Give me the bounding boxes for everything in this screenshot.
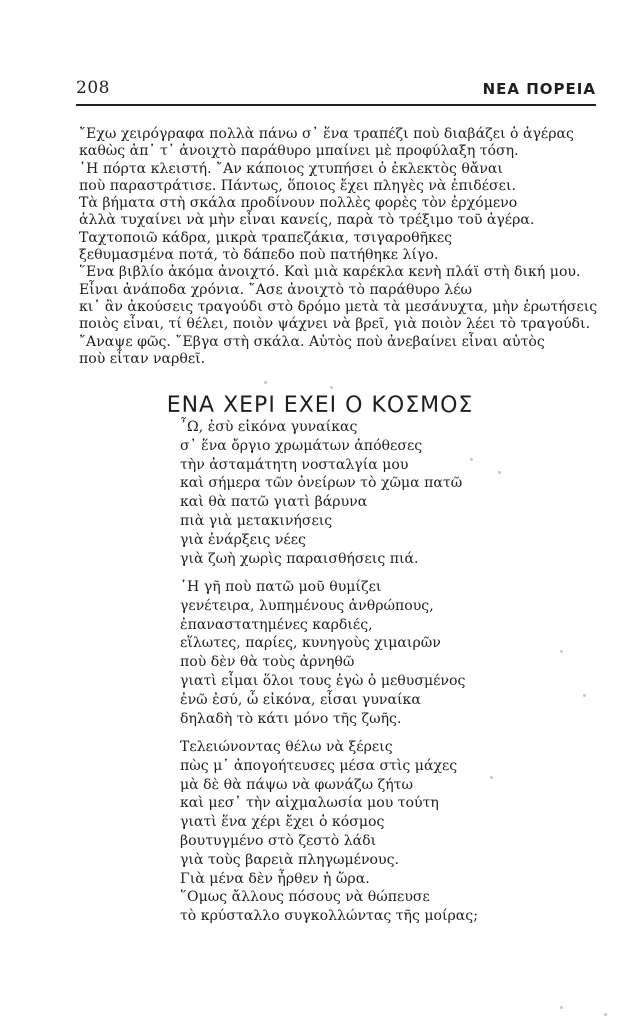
poem-line: ἐνῶ ἐσύ, ὦ εἰκόνα, εἶσαι γυναίκα xyxy=(180,691,421,708)
poem-line: εἵλωτες, παρίες, κυνηγοὺς χιμαιρῶν xyxy=(180,635,441,652)
poem-line: γιὰ ἐνάρξεις νέες xyxy=(180,531,306,548)
paper-speck xyxy=(583,694,586,697)
prose-line: ξεθυμασμένα ποτά, τὸ δάπεδο ποὺ πατήθηκε λίγο. xyxy=(79,247,439,264)
prose-line: ῾Η πόρτα κλειστή. ῎Αν κάποιος χτυπήσει ὁ ἐκλεκτὸς θἄναι xyxy=(79,160,503,177)
poem-line: ῞Ομως ἄλλους πόσους νὰ θώπευσε xyxy=(180,889,430,906)
poem-line: ῏Ω, ἐσὺ εἰκόνα γυναίκας xyxy=(180,419,358,435)
paper-speck xyxy=(330,386,333,389)
prose-line: Τὰ βήματα στὴ σκάλα προδίνουν πολλὲς φορὲς τὸν ἐρχόμενο xyxy=(79,195,518,212)
prose-line: ποὺ παραστράτισε. Πάντως, ὅποιος ἔχει πληγὲς νὰ ἐπιδέσει. xyxy=(79,177,516,194)
prose-line: ῎Εχω χειρόγραφα πολλὰ πάνω σ᾽ ἕνα τραπέζι ποὺ διαβάζει ὁ ἀγέρας xyxy=(79,126,574,142)
prose-line: ῎Αναψε φῶς. ῎Εβγα στὴ σκάλα. Αὐτὸς ποὺ ἀνεβαίνει εἶναι αὐτὸς xyxy=(79,333,545,350)
prose-line: καθὼς ἀπ᾽ τ᾽ ἀνοιχτὸ παράθυρο μπαίνει μὲ προφύλαξη τόση. xyxy=(79,143,519,160)
poem-stanza xyxy=(180,578,600,728)
poem-line: γιατὶ ἕνα χέρι ἔχει ὁ κόσμος xyxy=(180,814,385,831)
poem-line: γιατὶ εἶμαι ὅλοι τους ἐγὼ ὁ μεθυσμένος xyxy=(180,672,466,689)
prose-line: ποιὸς εἶναι, τί θέλει, ποιὸν ψάχνει νὰ βρεῖ, γιὰ ποιὸν λέει τὸ τραγούδι. xyxy=(79,316,591,333)
paper-speck xyxy=(560,1006,563,1009)
paper-speck xyxy=(470,458,473,461)
poem-line: τὸ κρύσταλλο συγκολλώντας τῆς μοίρας; xyxy=(180,908,478,925)
poem-line: Γιὰ μένα δὲν ἦρθεν ἡ ὥρα. xyxy=(180,870,370,887)
poem-line: καὶ θὰ πατῶ γιατὶ βάρυνα xyxy=(180,494,368,511)
poem-stanza xyxy=(180,418,600,568)
poem-line: σ᾽ ἕνα ὄργιο χρωμάτων ἀπόθεσες xyxy=(180,437,423,454)
poem-line: πὼς μ᾽ ἀπογοήτευσες μέσα στὶς μάχες xyxy=(180,757,458,774)
paper-speck xyxy=(560,650,563,653)
poem-line: ἐπαναστατημένες καρδιές, xyxy=(180,616,373,633)
page-number: 208 xyxy=(76,78,110,98)
poem-stanza xyxy=(180,738,600,926)
prose-passage xyxy=(79,126,599,368)
poem-line: γιὰ ζωὴ χωρὶς παραισθήσεις πιά. xyxy=(180,550,419,567)
prose-line: ῞Ενα βιβλίο ἀκόμα ἀνοιχτό. Καὶ μιὰ καρέκλα κενὴ πλάϊ στὴ δική μου. xyxy=(79,264,581,281)
poem-title: ΕΝΑ ΧΕΡΙ ΕΧΕΙ Ο ΚΟΣΜΟΣ xyxy=(166,393,474,418)
poem-line: ποὺ δὲν θὰ τοὺς ἀρνηθῶ xyxy=(180,654,355,671)
poem-line: καὶ σήμερα τῶν ὀνείρων τὸ χῶμα πατῶ xyxy=(180,475,463,492)
poem-line: καὶ μεσ᾽ τὴν αἰχμαλωσία μου τούτη xyxy=(180,795,439,812)
prose-line: κι᾽ ἂν ἀκούσεις τραγούδι στὸ δρόμο μετὰ τὰ μεσάνυχτα, μὴν ἐρωτήσεις xyxy=(79,298,598,315)
paper-speck xyxy=(264,381,267,384)
paper-speck xyxy=(490,776,493,779)
poem-line: δηλαδὴ τὸ κάτι μόνο τῆς ζωῆς. xyxy=(180,710,402,727)
running-title: ΝΕΑ ΠΟΡΕΙΑ xyxy=(482,80,596,98)
poem-line: γενέτειρα, λυπημένους ἀνθρώπους, xyxy=(180,597,434,614)
prose-line: Ταχτοποιῶ κάδρα, μικρὰ τραπεζάκια, τσιγαροθῆκες xyxy=(79,229,453,246)
paper-speck xyxy=(498,471,501,474)
poem-line: Τελειώνοντας θέλω νὰ ξέρεις xyxy=(180,739,393,755)
poem-line: πιὰ γιὰ μετακινήσεις xyxy=(180,512,333,529)
paper-speck xyxy=(604,1013,607,1016)
page-header xyxy=(76,76,596,106)
poem-line: μὰ δὲ θὰ πάψω νὰ φωνάζω ζήτω xyxy=(180,776,413,793)
prose-line: ποὺ εἶταν ναρθεῖ. xyxy=(79,350,206,367)
prose-line: ἀλλὰ τυχαίνει νὰ μὴν εἶναι κανείς, παρὰ τὸ τρέξιμο τοῦ ἀγέρα. xyxy=(79,212,535,229)
poem-line: βουτυγμένο στὸ ζεστὸ λάδι xyxy=(180,832,377,849)
prose-line: Εἶναι ἀνάποδα χρόνια. ῎Ασε ἀνοιχτὸ τὸ παράθυρο λέω xyxy=(79,281,473,298)
poem-line: τὴν ἀσταμάτητη νοσταλγία μου xyxy=(180,456,409,473)
poem-line: γιὰ τοὺς βαρειὰ πληγωμένους. xyxy=(180,851,399,868)
poem-line: ῾Η γῆ ποὺ πατῶ μοῦ θυμίζει xyxy=(180,579,382,595)
